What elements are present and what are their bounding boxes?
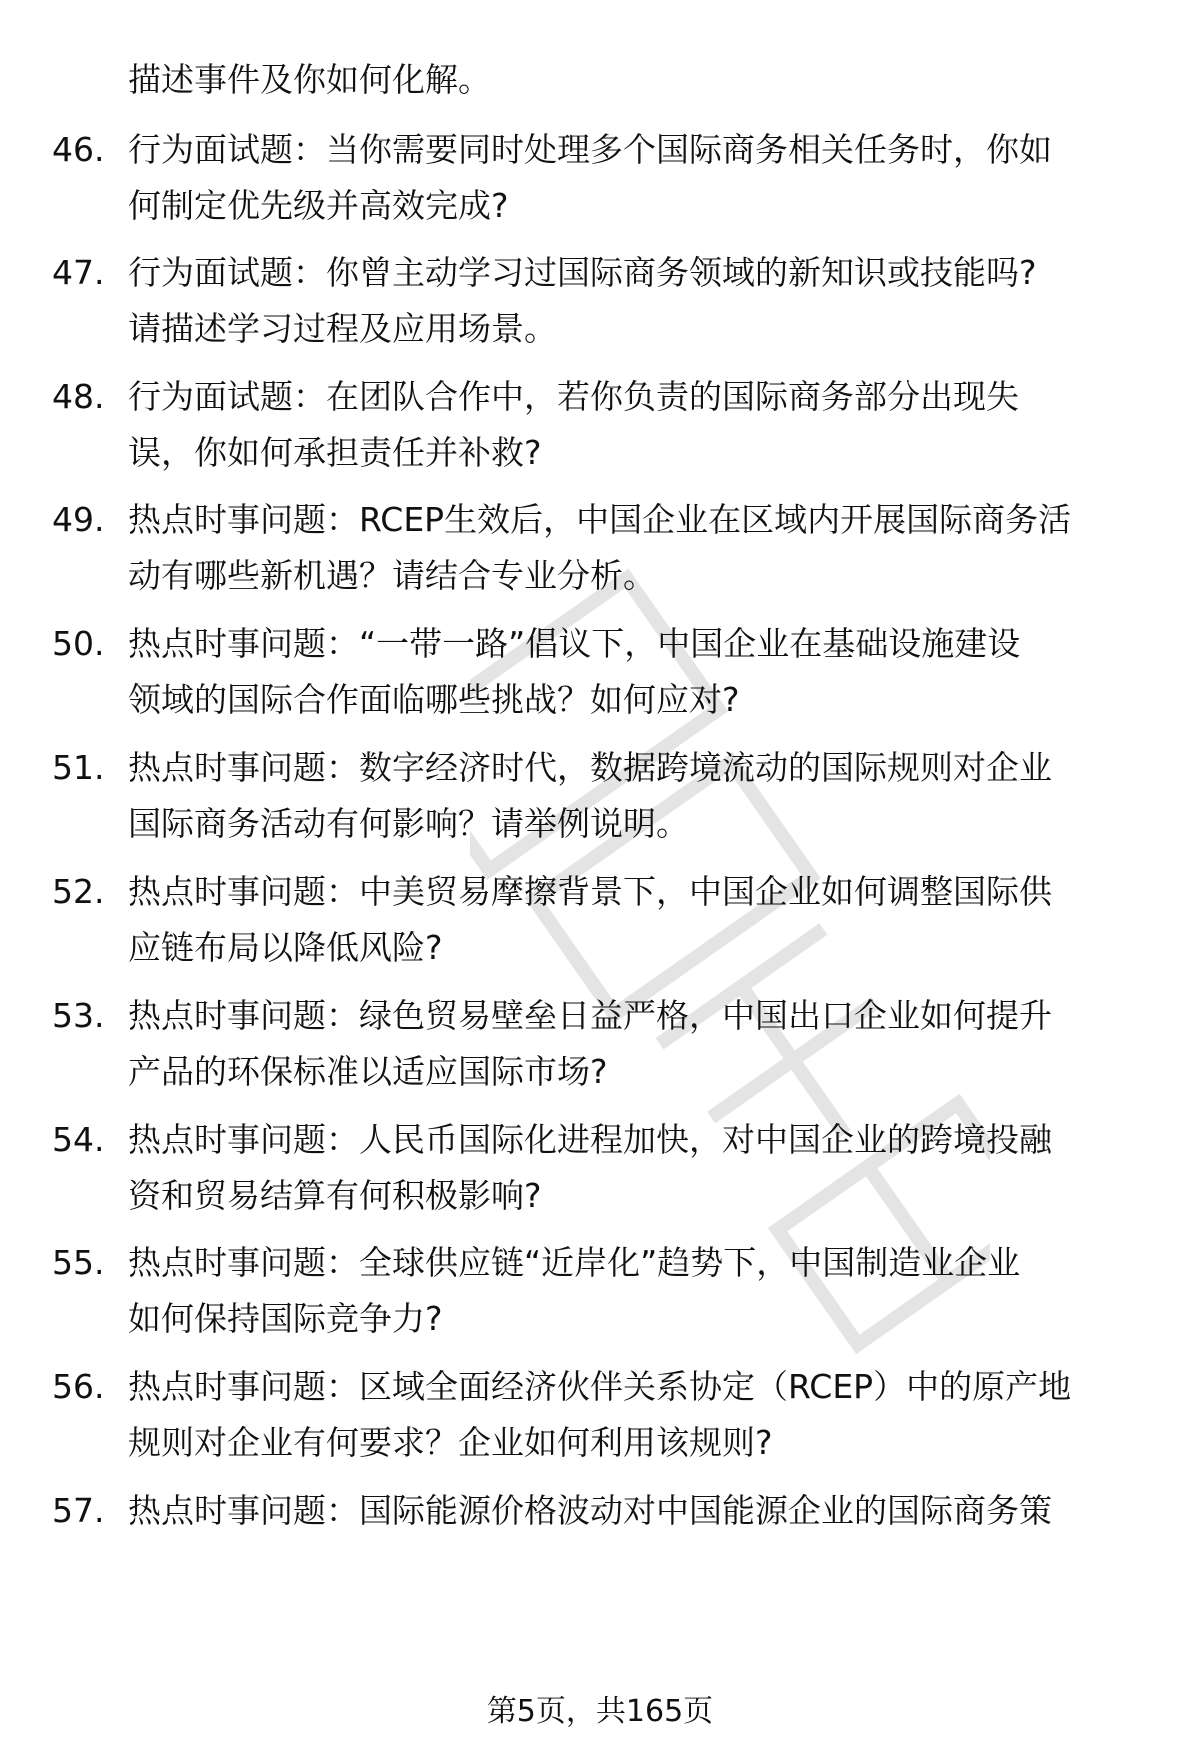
item-text: 热点时事问题：“一带一路”倡议下，中国企业在基础设施建设 领域的国际合作面临哪些挑战？如何应对? (128, 624, 1021, 719)
item-number: 52. (52, 872, 105, 911)
item-number: 57. (52, 1491, 105, 1530)
item-number: 46. (52, 130, 105, 169)
item-text: 热点时事问题：国际能源价格波动对中国能源企业的国际商务策 (128, 1491, 1052, 1530)
item-text: 热点时事问题：人民币国际化进程加快，对中国企业的跨境投融 资和贸易结算有何积极影响? (128, 1120, 1052, 1215)
item-number: 51. (52, 748, 105, 787)
item-number: 54. (52, 1120, 105, 1159)
item-text: 热点时事问题：中美贸易摩擦背景下，中国企业如何调整国际供 应链布局以降低风险? (128, 872, 1052, 967)
item-number: 48. (52, 377, 105, 416)
item-number: 55. (52, 1243, 105, 1282)
item-number: 49. (52, 500, 105, 539)
item-text: 行为面试题：当你需要同时处理多个国际商务相关任务时，你如 何制定优先级并高效完成? (128, 130, 1052, 225)
item-text: 热点时事问题：区域全面经济伙伴关系协定（RCEP）中的原产地 规则对企业有何要求？企业如何利用该规则? (128, 1367, 1072, 1462)
item-number: 47. (52, 253, 105, 292)
item-text: 描述事件及你如何化解。 (128, 60, 491, 99)
item-text: 热点时事问题：全球供应链“近岸化”趋势下，中国制造业企业 如何保持国际竞争力? (128, 1243, 1021, 1338)
item-text: 行为面试题：在团队合作中，若你负责的国际商务部分出现失 误，你如何承担责任并补救? (128, 377, 1019, 472)
item-number: 53. (52, 996, 105, 1035)
page-footer: 第5页，共165页 (486, 1694, 714, 1729)
item-text: 行为面试题：你曾主动学习过国际商务领域的新知识或技能吗? 请描述学习过程及应用场景。 (128, 253, 1037, 348)
item-number: 50. (52, 624, 105, 663)
item-number: 56. (52, 1367, 105, 1406)
item-text: 热点时事问题：数字经济时代，数据跨境流动的国际规则对企业 国际商务活动有何影响？请举例说明。 (128, 748, 1052, 843)
item-text: 热点时事问题：RCEP生效后，中国企业在区域内开展国际商务活 动有哪些新机遇？请结合专业分析。 (128, 500, 1072, 595)
item-text: 热点时事问题：绿色贸易壁垒日益严格，中国出口企业如何提升 产品的环保标准以适应国际市场? (128, 996, 1052, 1091)
